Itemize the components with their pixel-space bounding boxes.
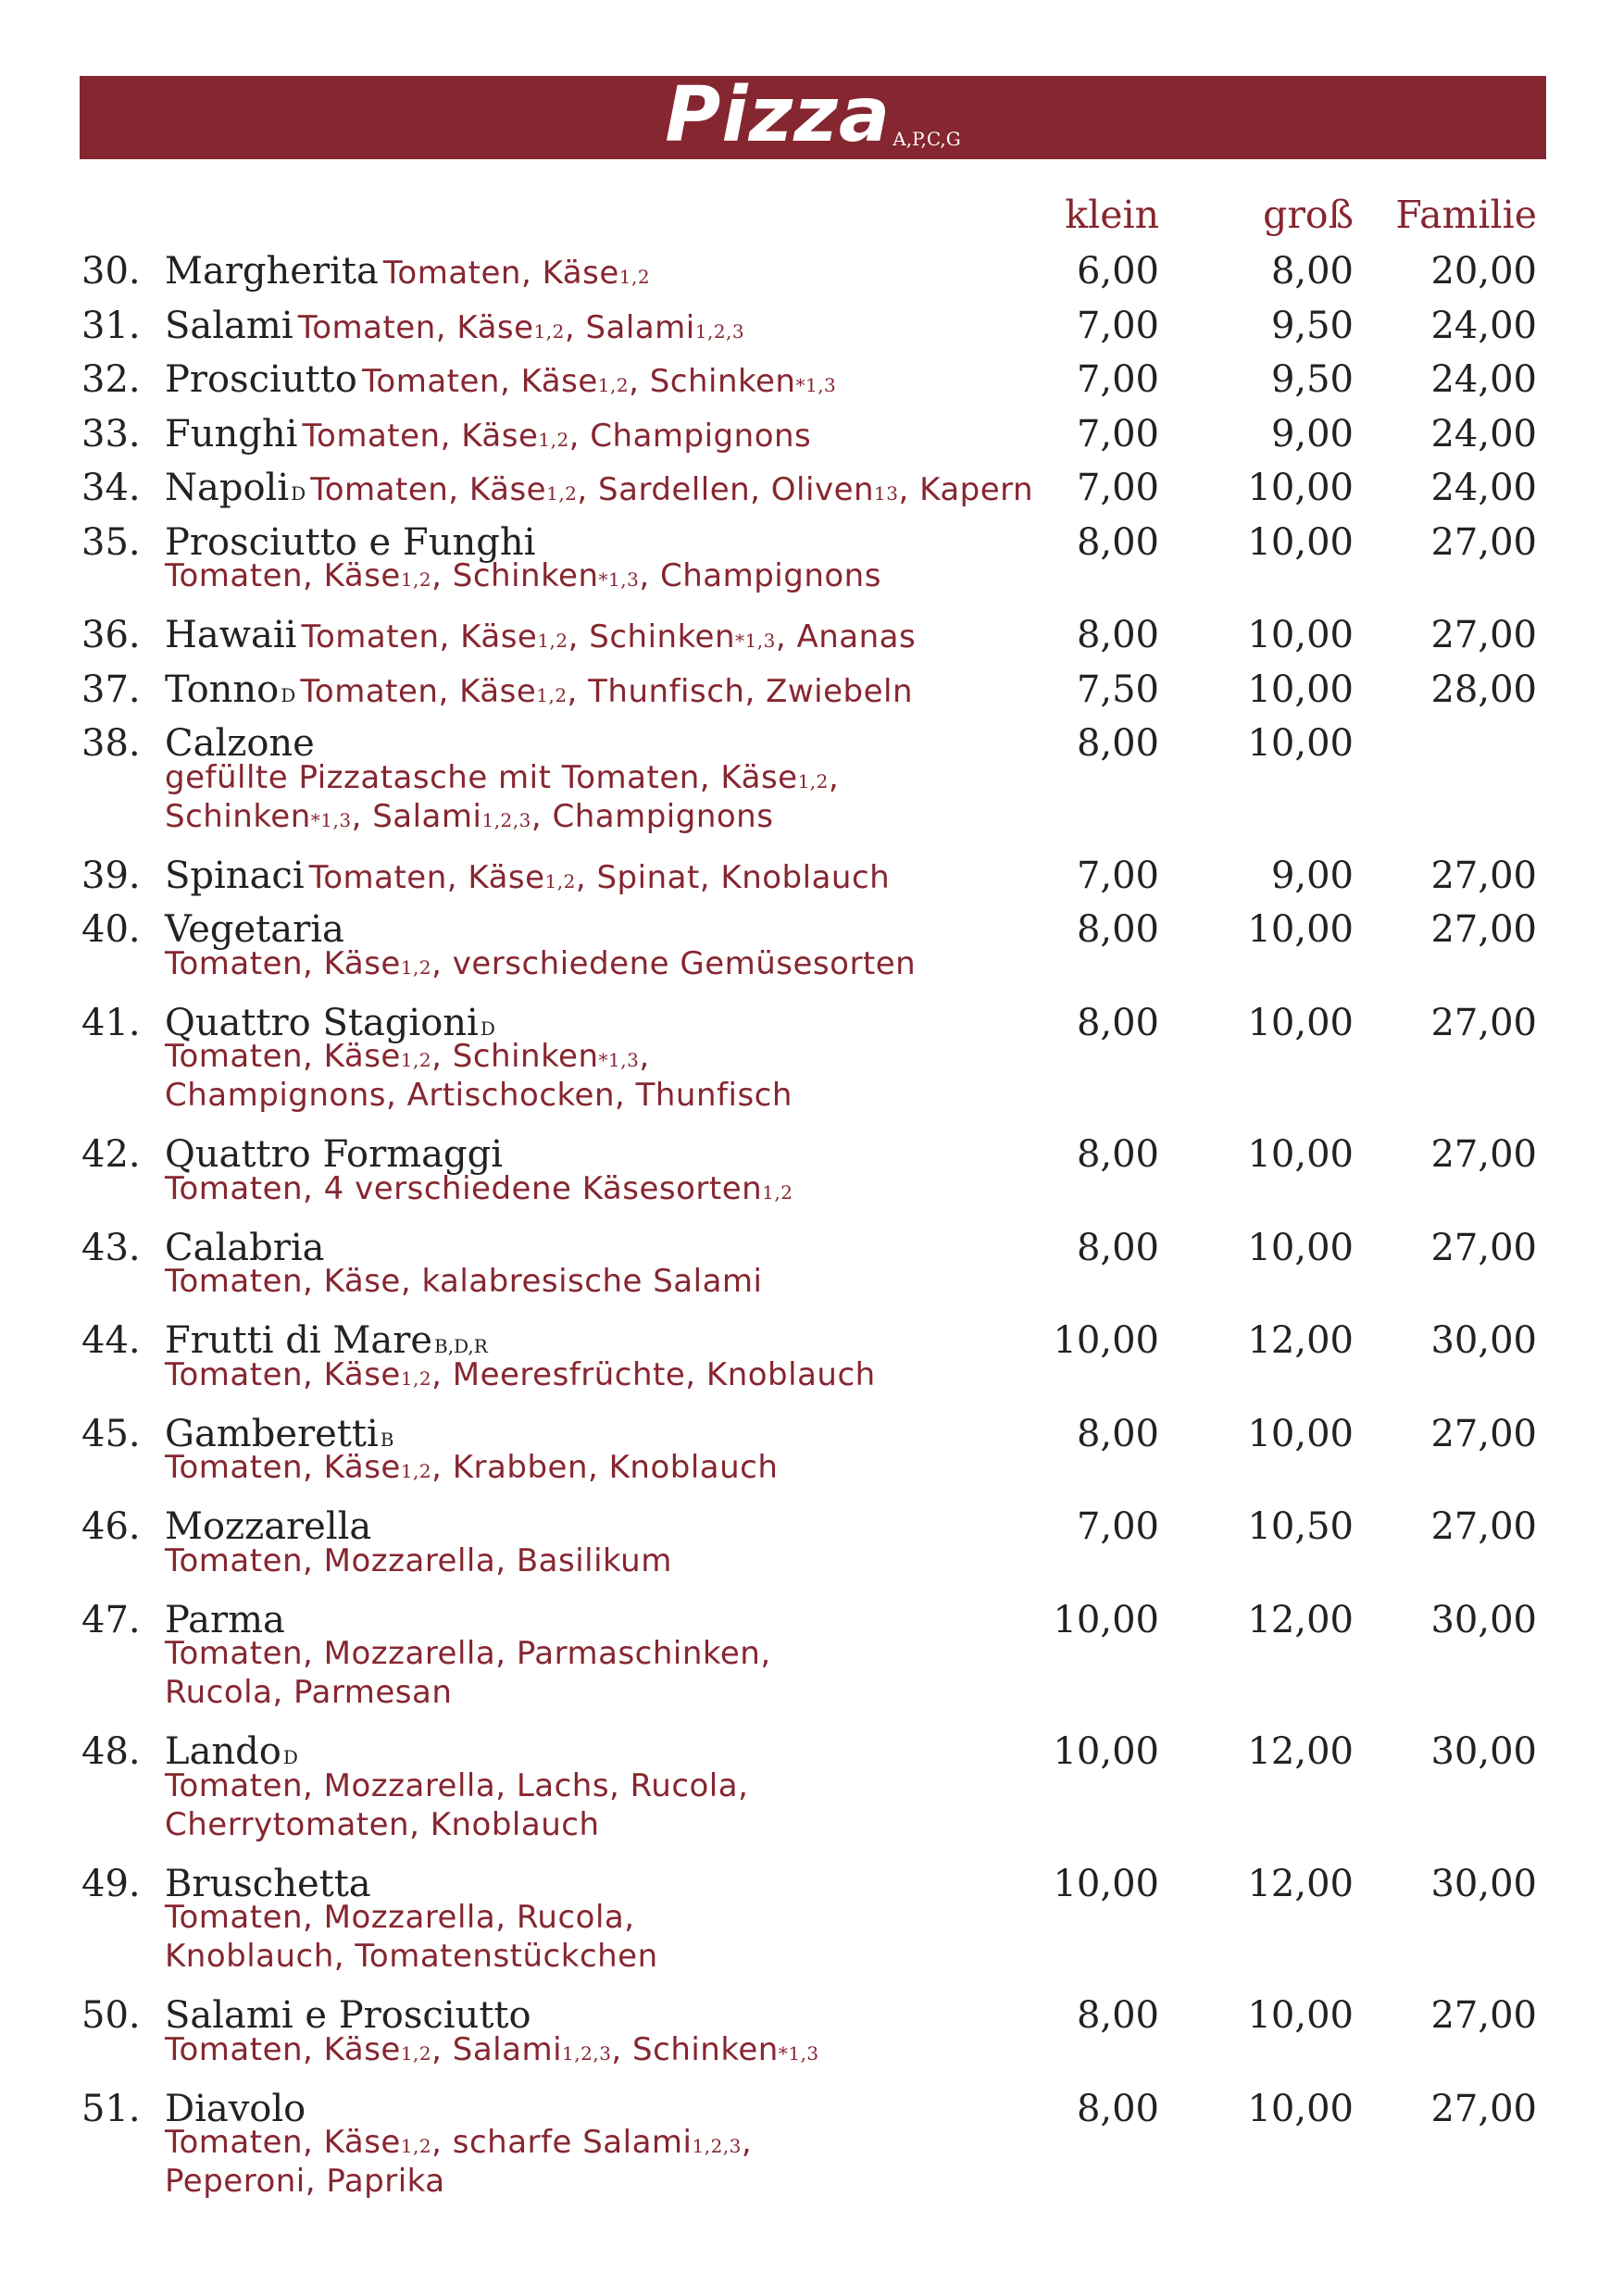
ingredient-text: Knoblauch, Tomatenstückchen: [165, 1938, 658, 1975]
item-name-line: [165, 1314, 488, 1375]
price-familie: 30,00: [1430, 1598, 1537, 1641]
price-familie: 27,00: [1430, 1133, 1537, 1176]
item-ingredients: [383, 255, 650, 292]
item-number: 39.: [81, 854, 141, 897]
price-klein: 7,00: [1076, 467, 1159, 509]
ingredient-text: , Schinken: [431, 1038, 599, 1075]
price-klein: 8,00: [1076, 1412, 1159, 1455]
price-klein: 8,00: [1076, 1133, 1159, 1176]
item-name: Vegetaria: [165, 908, 344, 951]
ingredient-text: , Schinken: [629, 363, 796, 400]
item-name: Frutti di Mare: [165, 1319, 433, 1362]
ingredient-text: , Champignons: [568, 417, 812, 455]
item-number: 31.: [81, 304, 141, 347]
ingredient-text: Cherrytomaten, Knoblauch: [165, 1805, 600, 1843]
ingredient-text: , Salami: [431, 2030, 563, 2068]
price-gross: 10,00: [1247, 614, 1354, 656]
ingredient-text: Tomaten, Mozzarella, Lachs, Rucola,: [165, 1766, 749, 1804]
price-familie: 27,00: [1430, 1001, 1537, 1044]
item-name: Bruschetta: [165, 1862, 371, 1905]
ingredient-text: Tomaten, 4 verschiedene Käsesorten: [165, 1169, 763, 1207]
menu-item-main-line: [0, 244, 1623, 299]
item-name-line: [165, 1725, 298, 1786]
price-familie: 30,00: [1430, 1730, 1537, 1773]
ingredient-text: , Schinken: [568, 618, 736, 655]
item-name-line: [165, 1407, 393, 1468]
item-number: 40.: [81, 908, 141, 951]
column-header-familie: Familie: [1395, 193, 1537, 237]
price-gross: 10,50: [1247, 1505, 1354, 1548]
ingredient-allergen-code: *1,3: [598, 568, 640, 591]
price-gross: 10,00: [1247, 722, 1354, 765]
ingredient-allergen-code: *1,3: [598, 1049, 640, 1071]
price-gross: 10,00: [1247, 1133, 1354, 1176]
menu-item: [0, 1128, 1623, 1208]
item-name: Diavolo: [165, 2087, 306, 2130]
ingredient-allergen-code: 1,2: [538, 428, 569, 451]
item-allergen-code: B,D,R: [434, 1335, 488, 1357]
price-familie: 30,00: [1430, 1319, 1537, 1362]
ingredient-allergen-code: 1,2: [544, 869, 576, 892]
price-gross: 10,00: [1247, 1412, 1354, 1455]
menu-item-main-line: [0, 1593, 1623, 1648]
ingredient-allergen-code: 1,2,3: [562, 2041, 612, 2065]
item-name-line: [165, 1221, 324, 1282]
item-number: 35.: [81, 520, 141, 564]
menu-item-main-line: [0, 608, 1623, 663]
price-gross: 8,00: [1270, 250, 1354, 293]
item-name: Calzone: [165, 722, 315, 765]
ingredient-text: Tomaten, Käse: [165, 1038, 401, 1075]
item-number: 34.: [81, 467, 141, 509]
ingredient-text: , Ananas: [775, 618, 917, 655]
price-familie: 27,00: [1430, 1226, 1537, 1269]
ingredient-text: , Salami: [564, 308, 695, 346]
item-allergen-code: D: [480, 1017, 495, 1040]
ingredient-text: Peperoni, Paprika: [165, 2163, 445, 2200]
ingredient-text: ,: [828, 758, 840, 796]
item-number: 36.: [81, 614, 141, 656]
column-headers: [0, 193, 1623, 248]
item-allergen-code: B: [380, 1428, 394, 1451]
item-name-line: [165, 996, 495, 1057]
price-gross: 10,00: [1247, 467, 1354, 509]
item-name: Funghi: [165, 412, 298, 455]
price-familie: 20,00: [1430, 250, 1537, 293]
price-klein: 7,00: [1076, 412, 1159, 455]
price-gross: 9,00: [1270, 854, 1354, 897]
ingredient-text: Tomaten, Käse: [165, 557, 401, 594]
price-gross: 10,00: [1247, 908, 1354, 951]
ingredient-text: Tomaten, Mozzarella, Basilikum: [165, 1541, 672, 1579]
price-familie: 28,00: [1430, 668, 1537, 711]
column-header-klein: klein: [1065, 193, 1159, 237]
item-number: 42.: [81, 1133, 141, 1176]
item-name-line: [165, 608, 916, 669]
item-name-line: [165, 461, 1033, 522]
menu-item-main-line: [0, 1128, 1623, 1182]
ingredient-allergen-code: 1,2: [618, 266, 651, 288]
ingredient-text: , Champignons: [531, 797, 774, 835]
menu-item: [0, 608, 1623, 663]
title-banner: [80, 71, 1546, 159]
price-klein: 6,00: [1076, 250, 1159, 293]
price-gross: 9,50: [1270, 304, 1354, 347]
item-ingredients: [300, 673, 913, 710]
ingredient-text: Tomaten, Käse: [165, 1449, 401, 1486]
price-gross: 12,00: [1247, 1730, 1354, 1773]
item-description-line: [165, 1805, 1623, 1844]
ingredient-allergen-code: 1,2,3: [694, 319, 745, 343]
price-klein: 7,00: [1076, 304, 1159, 347]
item-description-line: [165, 797, 1623, 836]
item-name-line: [165, 903, 344, 964]
menu-item: [0, 1593, 1623, 1713]
price-familie: 27,00: [1430, 1994, 1537, 2037]
item-ingredients: [302, 618, 917, 655]
price-gross: 10,00: [1247, 1226, 1354, 1269]
menu-item: [0, 996, 1623, 1116]
menu-item: [0, 1407, 1623, 1488]
item-ingredients: [303, 418, 812, 455]
menu-item: [0, 1725, 1623, 1844]
item-description-line: [165, 1076, 1623, 1115]
item-name-line: [165, 407, 811, 468]
menu-item: [0, 903, 1623, 983]
price-familie: 27,00: [1430, 1505, 1537, 1548]
item-name: Napoli: [165, 467, 290, 509]
menu-item-main-line: [0, 299, 1623, 354]
price-gross: 10,00: [1247, 1994, 1354, 2037]
ingredient-text: , Champignons: [639, 557, 881, 594]
price-gross: 10,00: [1247, 2087, 1354, 2130]
menu-item: [0, 717, 1623, 836]
ingredient-text: , Schinken: [431, 557, 599, 594]
item-allergen-code: D: [282, 1746, 298, 1768]
menu-item-main-line: [0, 663, 1623, 718]
price-gross: 9,50: [1270, 358, 1354, 401]
price-gross: 10,00: [1247, 668, 1354, 711]
price-klein: 8,00: [1076, 1226, 1159, 1269]
price-klein: 8,00: [1076, 1994, 1159, 2037]
menu-item-main-line: [0, 1725, 1623, 1779]
item-name-line: [165, 353, 836, 414]
ingredient-allergen-code: *1,3: [778, 2041, 819, 2065]
ingredient-allergen-code: 13: [874, 482, 899, 505]
item-number: 46.: [81, 1505, 141, 1548]
item-name-line: [165, 1989, 531, 2050]
ingredient-allergen-code: 1,2: [400, 1049, 432, 1071]
ingredient-text: , Spinat, Knoblauch: [575, 858, 891, 896]
item-number: 49.: [81, 1862, 141, 1905]
ingredient-allergen-code: *1,3: [310, 808, 352, 831]
price-gross: 9,00: [1270, 412, 1354, 455]
ingredient-text: Rucola, Parmesan: [165, 1674, 453, 1711]
price-klein: 7,00: [1076, 358, 1159, 401]
item-number: 48.: [81, 1730, 141, 1773]
price-familie: 27,00: [1430, 908, 1537, 951]
ingredient-allergen-code: 1,2: [597, 374, 630, 396]
menu-item-main-line: [0, 1989, 1623, 2043]
ingredient-text: Tomaten, Mozzarella, Rucola,: [165, 1899, 635, 1936]
ingredient-text: gefüllte Pizzatasche mit Tomaten, Käse: [165, 758, 798, 796]
menu-item-main-line: [0, 717, 1623, 771]
item-ingredients: [298, 309, 744, 346]
item-name: Mozzarella: [165, 1505, 372, 1548]
title-allergens: A,P,C,G: [893, 128, 961, 150]
title-group: [665, 71, 961, 159]
ingredient-allergen-code: 1,2: [400, 1366, 432, 1390]
ingredient-text: , Krabben, Knoblauch: [431, 1449, 779, 1486]
ingredient-text: , Meeresfrüchte, Knoblauch: [431, 1355, 876, 1393]
menu-item: [0, 461, 1623, 516]
item-name: Margherita: [165, 250, 379, 293]
item-number: 38.: [81, 722, 141, 765]
menu-item-main-line: [0, 1407, 1623, 1462]
ingredient-allergen-code: 1,2: [536, 683, 568, 706]
price-familie: 27,00: [1430, 2087, 1537, 2130]
ingredient-text: Tomaten, Käse, kalabresische Salami: [165, 1263, 763, 1300]
ingredient-text: , verschiedene Gemüsesorten: [431, 944, 917, 982]
item-name-line: [165, 516, 535, 577]
ingredient-allergen-code: 1,2: [400, 1460, 432, 1482]
item-number: 37.: [81, 668, 141, 711]
menu-item: [0, 516, 1623, 596]
ingredient-text: ,: [741, 2124, 753, 2161]
menu-item-main-line: [0, 2082, 1623, 2137]
column-header-gross: groß: [1263, 193, 1354, 237]
ingredient-allergen-code: 1,2: [533, 319, 565, 343]
ingredient-text: Tomaten, Käse: [297, 308, 534, 346]
menu-item-main-line: [0, 1221, 1623, 1276]
item-name: Quattro Formaggi: [165, 1133, 504, 1176]
menu-item: [0, 1314, 1623, 1394]
item-name: Tonno: [165, 668, 280, 711]
menu-item-main-line: [0, 516, 1623, 570]
item-ingredients: [309, 859, 891, 896]
menu-item-main-line: [0, 1314, 1623, 1368]
item-name-line: [165, 2082, 306, 2143]
ingredient-text: , Schinken: [611, 2030, 779, 2068]
item-description-line: [165, 2162, 1623, 2201]
ingredient-allergen-code: *1,3: [795, 374, 837, 396]
ingredient-text: Tomaten, Käse: [165, 1355, 401, 1393]
ingredient-text: , Sardellen, Oliven: [577, 471, 875, 508]
menu-item: [0, 2082, 1623, 2202]
ingredient-allergen-code: 1,2: [400, 955, 432, 979]
menu-list: [0, 244, 1623, 2214]
price-familie: 27,00: [1430, 854, 1537, 897]
menu-item-main-line: [0, 461, 1623, 516]
item-ingredients: [362, 363, 836, 400]
item-name-line: [165, 663, 913, 724]
price-gross: 10,00: [1247, 1001, 1354, 1044]
item-number: 47.: [81, 1598, 141, 1641]
ingredient-allergen-code: 1,2: [400, 568, 432, 591]
item-name: Salami: [165, 304, 293, 347]
price-gross: 10,00: [1247, 520, 1354, 564]
price-klein: 8,00: [1076, 520, 1159, 564]
item-name-line: [165, 1593, 285, 1654]
menu-item: [0, 1857, 1623, 1977]
price-familie: 27,00: [1430, 614, 1537, 656]
ingredient-text: , scharfe Salami: [431, 2124, 693, 2161]
ingredient-allergen-code: 1,2,3: [481, 808, 531, 831]
item-name-line: [165, 244, 650, 306]
item-name: Prosciutto: [165, 358, 357, 401]
menu-item-main-line: [0, 903, 1623, 957]
item-name-line: [165, 717, 315, 778]
item-name: Calabria: [165, 1226, 325, 1269]
item-number: 32.: [81, 358, 141, 401]
item-name: Gamberetti: [165, 1412, 379, 1455]
price-familie: 27,00: [1430, 1412, 1537, 1455]
item-number: 33.: [81, 412, 141, 455]
price-familie: 30,00: [1430, 1862, 1537, 1905]
price-klein: 8,00: [1076, 614, 1159, 656]
ingredient-allergen-code: 1,2: [537, 630, 568, 652]
price-familie: 27,00: [1430, 520, 1537, 564]
ingredient-text: Tomaten, Käse: [308, 858, 545, 896]
menu-item: [0, 353, 1623, 407]
price-klein: 7,00: [1076, 1505, 1159, 1548]
ingredient-text: Tomaten, Käse: [165, 2030, 401, 2068]
ingredient-text: , Thunfisch, Zwiebeln: [567, 672, 914, 710]
ingredient-text: Tomaten, Käse: [310, 471, 547, 508]
item-name: Quattro Stagioni: [165, 1001, 479, 1044]
item-number: 50.: [81, 1994, 141, 2037]
menu-item-main-line: [0, 353, 1623, 407]
ingredient-text: Tomaten, Käse: [301, 618, 538, 655]
menu-item-main-line: [0, 407, 1623, 462]
item-name: Prosciutto e Funghi: [165, 520, 536, 564]
ingredient-text: ,: [639, 1038, 650, 1075]
price-familie: 24,00: [1430, 358, 1537, 401]
ingredient-allergen-code: 1,2: [400, 2135, 432, 2157]
item-name-line: [165, 1857, 371, 1918]
menu-item-main-line: [0, 1857, 1623, 1912]
item-description-line: [165, 1673, 1623, 1712]
ingredient-allergen-code: 1,2: [762, 1180, 793, 1204]
item-name: Hawaii: [165, 614, 297, 656]
price-klein: 7,00: [1076, 854, 1159, 897]
ingredient-text: Tomaten, Käse: [300, 672, 537, 710]
price-klein: 8,00: [1076, 2087, 1159, 2130]
price-familie: 24,00: [1430, 467, 1537, 509]
ingredient-text: Schinken: [165, 797, 311, 835]
ingredient-allergen-code: 1,2: [546, 482, 578, 505]
item-name-line: [165, 299, 744, 360]
item-name: Spinaci: [165, 854, 305, 897]
ingredient-allergen-code: 1,2: [797, 769, 829, 792]
menu-item-main-line: [0, 996, 1623, 1051]
ingredient-text: , Salami: [351, 797, 482, 835]
menu-item: [0, 407, 1623, 462]
price-klein: 10,00: [1053, 1319, 1159, 1362]
price-gross: 12,00: [1247, 1862, 1354, 1905]
ingredient-allergen-code: 1,2: [400, 2041, 432, 2065]
price-klein: 8,00: [1076, 722, 1159, 765]
ingredient-text: Tomaten, Käse: [165, 944, 401, 982]
price-klein: 7,50: [1076, 668, 1159, 711]
menu-item: [0, 244, 1623, 299]
price-klein: 10,00: [1053, 1862, 1159, 1905]
ingredient-text: Tomaten, Mozzarella, Parmaschinken,: [165, 1635, 771, 1672]
item-allergen-code: D: [291, 482, 306, 505]
price-familie: 24,00: [1430, 412, 1537, 455]
menu-item-main-line: [0, 1500, 1623, 1554]
item-name: Parma: [165, 1598, 285, 1641]
item-number: 51.: [81, 2087, 141, 2130]
price-klein: 10,00: [1053, 1730, 1159, 1773]
menu-item-main-line: [0, 849, 1623, 904]
price-klein: 8,00: [1076, 1001, 1159, 1044]
menu-item: [0, 663, 1623, 718]
price-klein: 8,00: [1076, 908, 1159, 951]
menu-item: [0, 299, 1623, 354]
menu-item: [0, 1500, 1623, 1580]
page-title: Pizza: [665, 71, 892, 159]
item-allergen-code: D: [281, 683, 296, 706]
item-number: 41.: [81, 1001, 141, 1044]
item-name-line: [165, 849, 890, 910]
ingredient-allergen-code: 1,2,3: [692, 2135, 742, 2157]
price-gross: 12,00: [1247, 1598, 1354, 1641]
item-name-line: [165, 1128, 503, 1189]
item-description-line: [165, 1937, 1623, 1976]
ingredient-text: Tomaten, Käse: [382, 255, 619, 292]
menu-item: [0, 1989, 1623, 2069]
item-name: Lando: [165, 1730, 281, 1773]
item-number: 45.: [81, 1412, 141, 1455]
menu-item: [0, 1221, 1623, 1302]
item-name-line: [165, 1500, 371, 1561]
ingredient-text: Champignons, Artischocken, Thunfisch: [165, 1077, 793, 1114]
item-name: Salami e Prosciutto: [165, 1994, 531, 2037]
price-klein: 10,00: [1053, 1598, 1159, 1641]
item-number: 43.: [81, 1226, 141, 1269]
price-gross: 12,00: [1247, 1319, 1354, 1362]
price-familie: 24,00: [1430, 304, 1537, 347]
ingredient-text: , Kapern: [898, 471, 1034, 508]
item-number: 44.: [81, 1319, 141, 1362]
item-number: 30.: [81, 250, 141, 293]
ingredient-text: Tomaten, Käse: [302, 417, 539, 455]
ingredient-text: Tomaten, Käse: [165, 2124, 401, 2161]
ingredient-text: Tomaten, Käse: [361, 363, 598, 400]
menu-item: [0, 849, 1623, 904]
ingredient-allergen-code: *1,3: [735, 630, 776, 652]
item-ingredients: [310, 471, 1033, 508]
